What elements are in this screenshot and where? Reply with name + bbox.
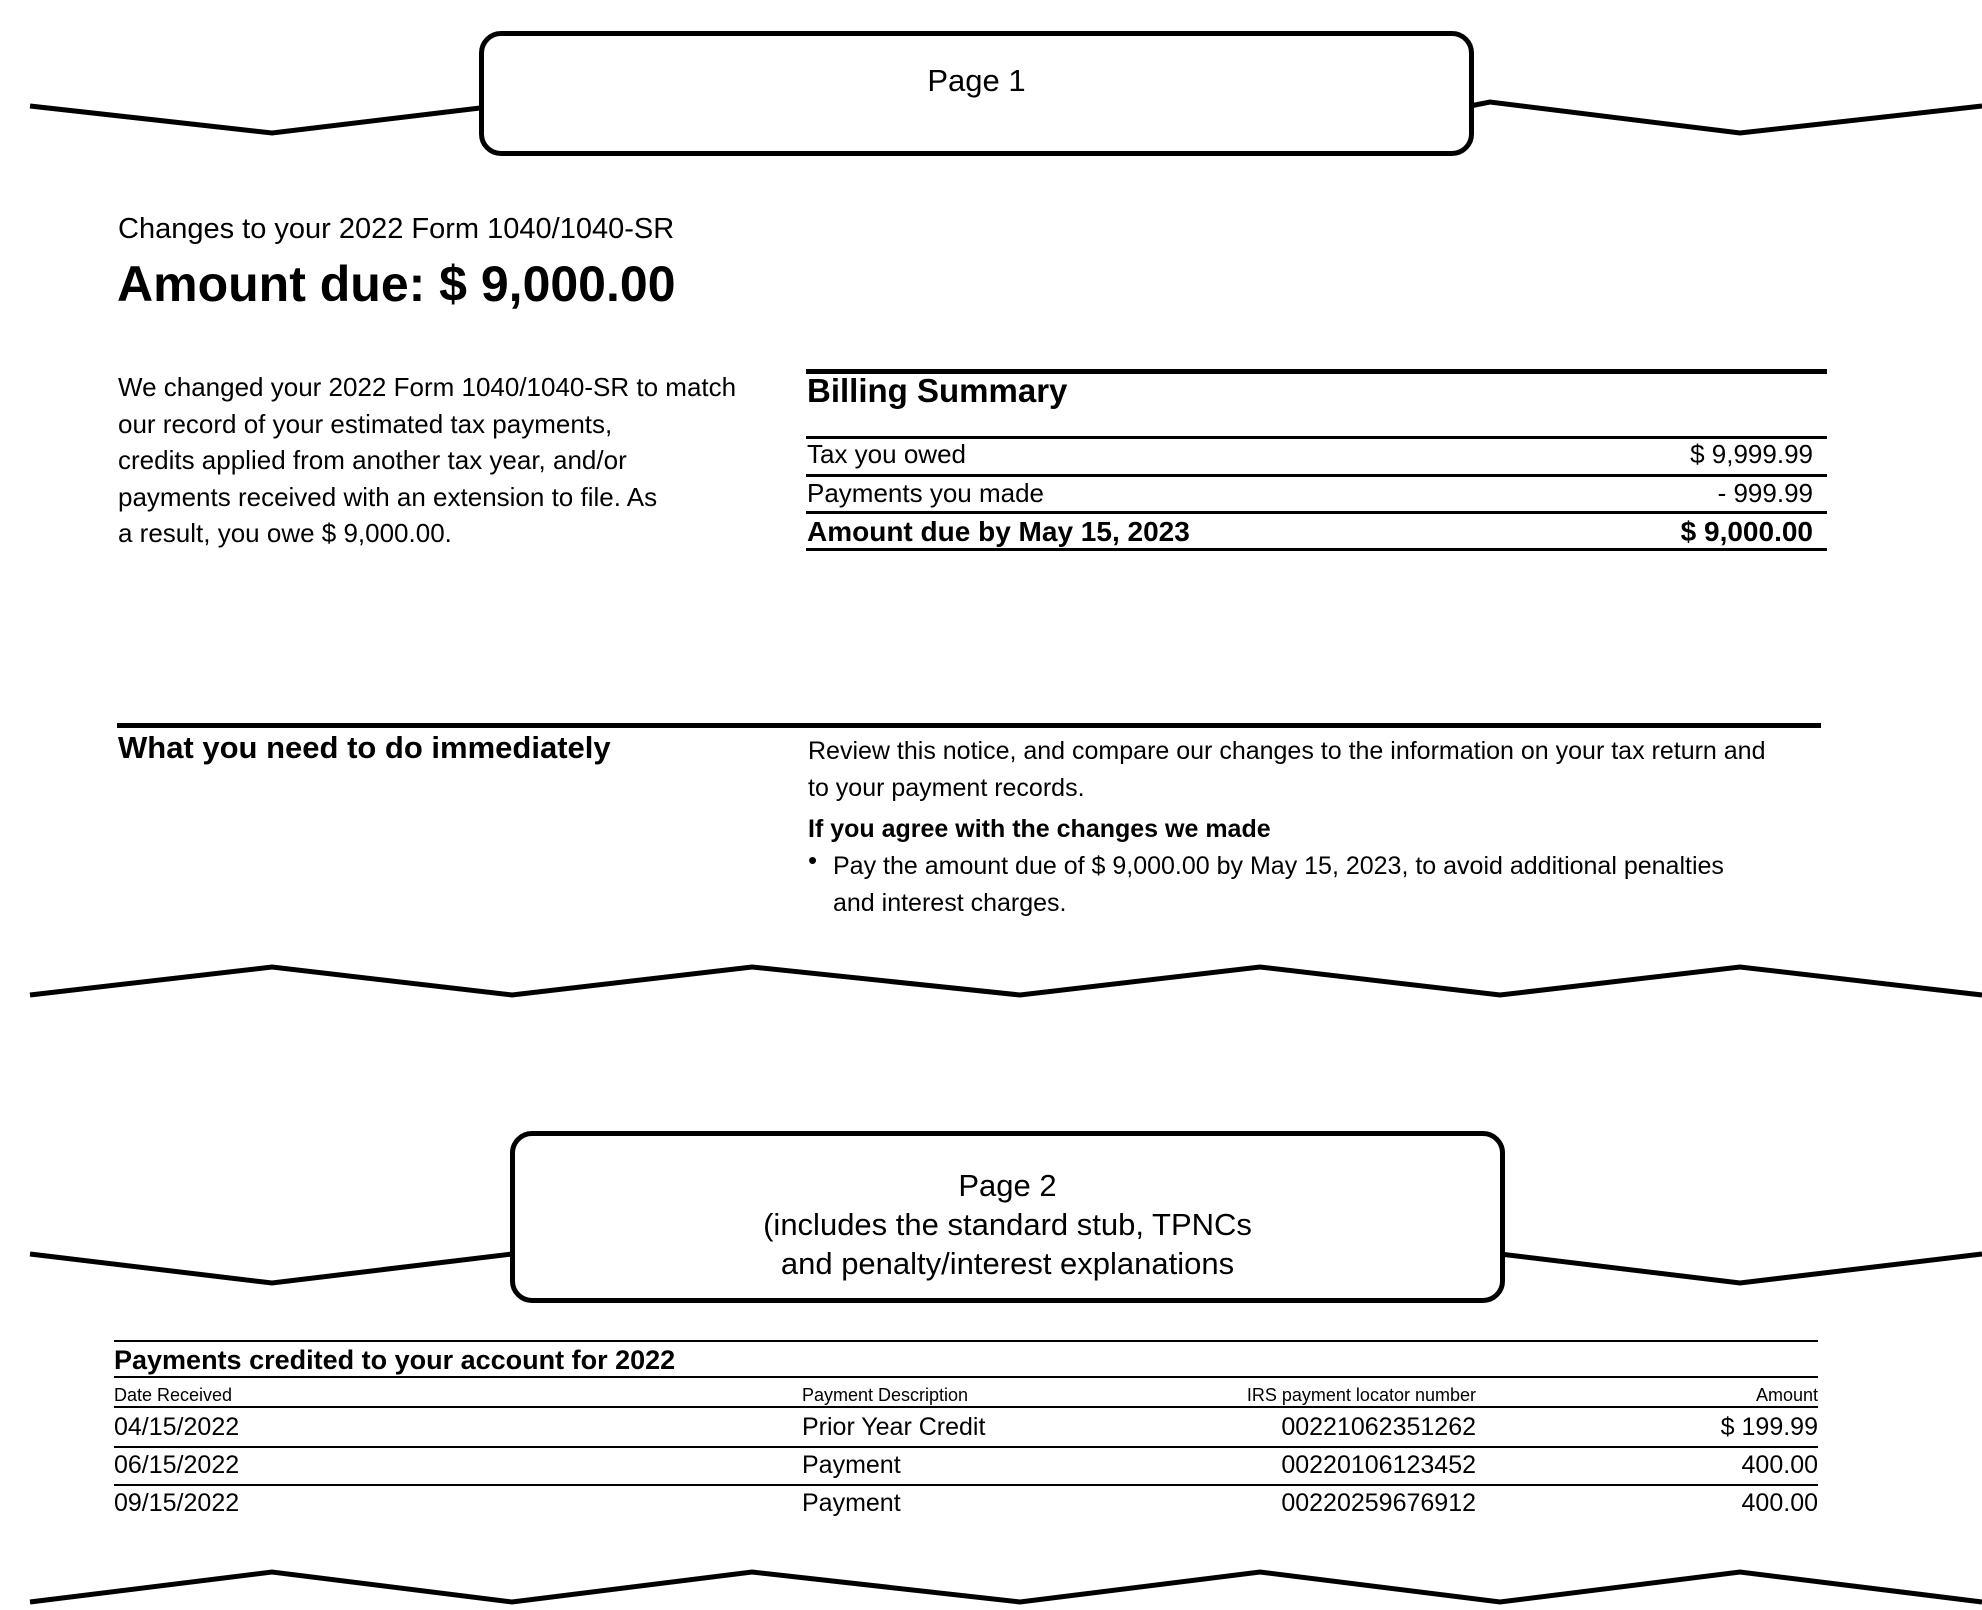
page2-label-line: and penalty/interest explanations xyxy=(780,1246,1235,1281)
cell-description: Payment xyxy=(802,1451,901,1479)
cell-date: 04/15/2022 xyxy=(114,1413,240,1441)
billing-row-label: Tax you owed xyxy=(807,439,966,469)
divider xyxy=(806,474,1827,477)
cell-date: 06/15/2022 xyxy=(114,1451,240,1479)
intro-line: We changed your 2022 Form 1040/1040-SR to match xyxy=(118,372,737,402)
billing-row-value: $ 9,999.99 xyxy=(1690,439,1813,469)
billing-row-total xyxy=(807,516,1813,548)
cell-description: Payment xyxy=(802,1489,901,1517)
notice-subtitle: Changes to your 2022 Form 1040/1040-SR xyxy=(118,213,675,245)
intro-paragraph xyxy=(118,369,736,552)
action-body-line: Review this notice, and compare our changes to the information on your tax return and xyxy=(808,737,1766,765)
cell-description: Prior Year Credit xyxy=(802,1413,986,1441)
page-tear-line-middle xyxy=(0,955,1982,1005)
bullet-icon: • xyxy=(808,845,818,875)
bullet-line: and interest charges. xyxy=(833,889,1067,917)
cell-amount: 400.00 xyxy=(1741,1489,1818,1517)
action-body xyxy=(808,733,1765,922)
action-subheading: If you agree with the changes we made xyxy=(808,815,1271,843)
divider xyxy=(114,1406,1818,1408)
divider xyxy=(114,1376,1818,1378)
page1-label-box xyxy=(479,31,1474,156)
page2-label-line: Page 2 xyxy=(958,1168,1057,1203)
billing-row-label: Amount due by May 15, 2023 xyxy=(807,516,1190,547)
bullet-line: Pay the amount due of $ 9,000.00 by May 15, 2023, to avoid additional penalties xyxy=(833,852,1724,880)
action-heading: What you need to do immediately xyxy=(118,730,611,765)
page1-label: Page 1 xyxy=(927,63,1026,98)
intro-line: credits applied from another tax year, and/or xyxy=(118,445,627,475)
cell-locator: 00220106123452 xyxy=(1281,1451,1476,1479)
page-tear-line-bottom xyxy=(0,1560,1982,1610)
amount-due-title: Amount due: $ 9,000.00 xyxy=(117,256,676,312)
page2-label-line: (includes the standard stub, TPNCs xyxy=(763,1207,1252,1242)
divider xyxy=(806,548,1827,551)
col-header-locator: IRS payment locator number xyxy=(1246,1385,1476,1405)
billing-row-label: Payments you made xyxy=(807,478,1045,508)
action-body-line: to your payment records. xyxy=(808,774,1085,802)
intro-line: payments received with an extension to file. As xyxy=(118,481,658,512)
intro-line: a result, you owe $ 9,000.00. xyxy=(118,518,452,548)
action-bullet xyxy=(808,845,1765,922)
page2-label-box xyxy=(510,1131,1505,1303)
billing-row-value: $ 9,000.00 xyxy=(1680,516,1813,547)
cell-amount: $ 199.99 xyxy=(1720,1413,1818,1441)
col-header-description: Payment Description xyxy=(802,1385,969,1405)
col-header-amount: Amount xyxy=(1755,1385,1818,1405)
intro-line: our record of your estimated tax payments, xyxy=(118,408,613,439)
divider xyxy=(806,511,1827,514)
cell-locator: 00221062351262 xyxy=(1281,1413,1476,1441)
cell-date: 09/15/2022 xyxy=(114,1489,240,1517)
col-header-date: Date Received xyxy=(114,1385,233,1405)
divider xyxy=(114,1484,1818,1486)
divider xyxy=(114,1446,1818,1448)
billing-row xyxy=(807,439,1813,470)
action-section-rule xyxy=(117,723,1821,728)
billing-row xyxy=(807,478,1813,509)
cell-amount: 400.00 xyxy=(1741,1451,1818,1479)
billing-summary-title: Billing Summary xyxy=(807,372,1068,409)
billing-row-value: - 999.99 xyxy=(1717,478,1813,508)
payments-title: Payments credited to your account for 2022 xyxy=(114,1345,676,1375)
cell-locator: 00220259676912 xyxy=(1281,1489,1476,1517)
payments-top-rule xyxy=(114,1340,1818,1342)
